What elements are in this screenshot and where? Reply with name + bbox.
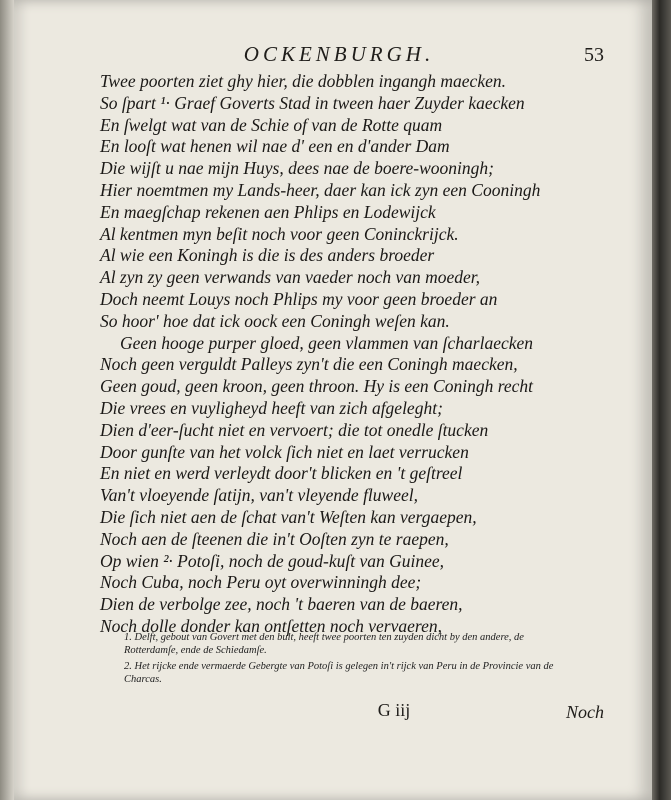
verse-line: Noch aen de ſteenen die in't Ooſten zyn te raepen, <box>100 528 449 549</box>
footnote: 2. Het rijcke ende vermaerde Gebergte van Potoſi is gelegen in't rijck van Peru in de Provincie van de Charcas. <box>124 661 554 685</box>
verse-line: Al wie een Koningh is die is des anders broeder <box>100 245 435 266</box>
running-title: OCKENBURGH. <box>243 42 435 66</box>
verse-line: Geen goud, geen kroon, geen throon. Hy is een Coningh recht <box>100 376 534 397</box>
poem-text <box>100 71 620 638</box>
verse-line: Die vrees en vuyligheyd heeft van zich afgeleght; <box>100 397 443 418</box>
catchword: Noch <box>566 702 604 722</box>
verse-line: Die wijſt u nae mijn Huys, dees nae de boere-wooningh; <box>100 158 494 179</box>
verse-line: Al kentmen myn beſit noch voor geen Coninckrijck. <box>100 223 459 244</box>
verse-line: So hoor' hoe dat ick oock een Coningh weſen kan. <box>100 310 450 331</box>
verse-line: En ſwelgt wat van de Schie of van de Rotte quam <box>100 114 443 135</box>
book-gutter-shadow <box>0 0 14 800</box>
verse-line: Die ſich niet aen de ſchat van't Weſten kan vergaepen, <box>100 506 477 527</box>
book-edge-shadow <box>652 0 671 800</box>
verse-line: Door gunſte van het volck ſich niet en laet verrucken <box>100 441 469 462</box>
verse-line: Al zyn zy geen verwands van vaeder noch van moeder, <box>100 267 481 288</box>
verse-line: Noch dolle donder kan ontſetten noch vervaeren, <box>100 615 442 636</box>
signature-mark: G iij <box>377 700 411 720</box>
verse-line: Geen hooge purper gloed, geen vlammen van ſcharlaecken <box>120 332 534 353</box>
verse-line: Twee poorten ziet ghy hier, die dobblen ingangh maecken. <box>100 71 506 91</box>
book-page <box>14 0 652 800</box>
verse-line: Hier noemtmen my Lands-heer, daer kan ick zyn een Cooningh <box>100 179 541 200</box>
verse-line: Noch geen verguldt Palleys zyn't die een Coningh maecken, <box>100 354 518 375</box>
verse-line: So ſpart ¹· Graef Goverts Stad in tween haer Zuyder kaecken <box>100 92 525 113</box>
page-number: 53 <box>584 44 604 66</box>
verse-line: Op wien ²· Potoſi, noch de goud-kuſt van Guinee, <box>100 550 444 571</box>
verse-line: Dien d'eer-ſucht niet en vervoert; die tot onedle ſtucken <box>100 419 489 440</box>
verse-line: Dien de verbolge zee, noch 't baeren van de baeren, <box>100 594 463 615</box>
verse-line: Doch neemt Louys noch Phlips my voor geen broeder an <box>100 288 498 309</box>
verse-line: Noch Cuba, noch Peru oyt overwinningh dee; <box>100 572 422 593</box>
verse-line: En niet en werd verleydt door't blicken en 't geſtreel <box>100 463 463 484</box>
verse-line: En looſt wat henen wil nae d' een en d'ander Dam <box>100 136 450 157</box>
footnotes <box>124 631 564 689</box>
verse-line: En maegſchap rekenen aen Phlips en Lodewijck <box>100 201 436 222</box>
footnote: 1. Delft, gebout van Govert met den bult, heeft twee poorten ten zuyden dicht by den andere, de Rotterdamſe, ende de Schiedamſe. <box>124 632 524 656</box>
verse-line: Van't vloeyende ſatijn, van't vleyende fluweel, <box>100 485 418 506</box>
